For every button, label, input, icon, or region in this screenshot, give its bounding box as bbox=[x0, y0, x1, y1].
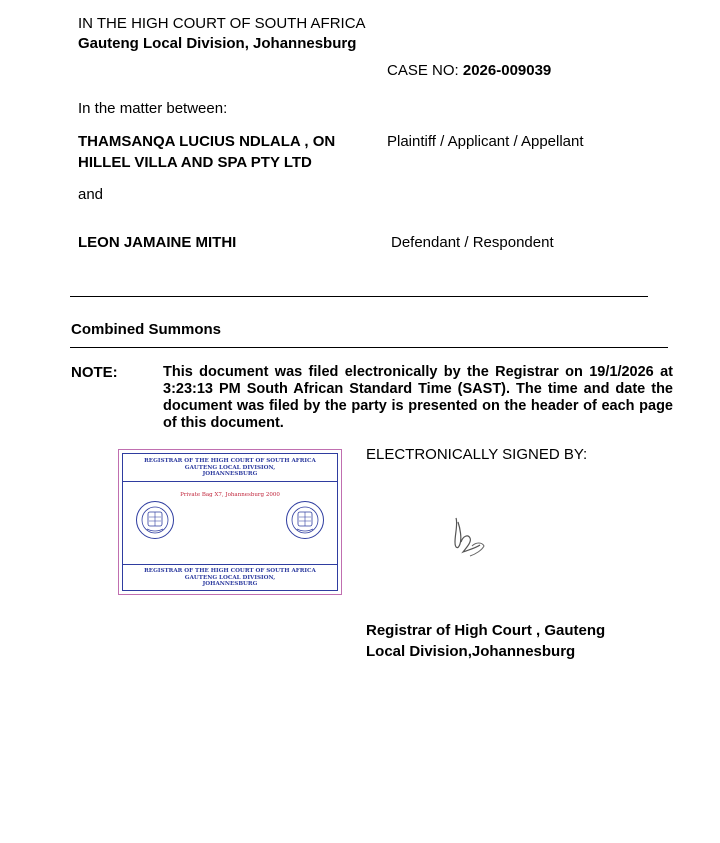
court-division: Gauteng Local Division, Johannesburg bbox=[78, 35, 357, 52]
stamp-top-line: GAUTENG LOCAL DIVISION, bbox=[184, 464, 276, 471]
stamp-address: Private Bag X7, Johannesburg 2000 bbox=[180, 492, 280, 498]
underscore-rule bbox=[70, 296, 648, 297]
court-name: IN THE HIGH COURT OF SOUTH AFRICA bbox=[78, 15, 366, 32]
stamp-divider-top bbox=[123, 481, 337, 482]
stamp-bottom-line: REGISTRAR OF THE HIGH COURT OF SOUTH AFRICA bbox=[144, 568, 316, 574]
matter-intro: In the matter between: bbox=[78, 100, 228, 117]
stamp-divider-bottom bbox=[123, 564, 337, 565]
signature-label: ELECTRONICALLY SIGNED BY: bbox=[366, 446, 588, 463]
note-label: NOTE: bbox=[71, 364, 118, 381]
plaintiff-name-line1: THAMSANQA LUCIUS NDLALA , ON bbox=[78, 133, 336, 150]
handwritten-signature-icon bbox=[446, 512, 490, 562]
stamp-top-line: JOHANNESBURG bbox=[202, 471, 258, 477]
document-type-rule bbox=[70, 347, 668, 348]
stamp-bottom-line: GAUTENG LOCAL DIVISION, bbox=[184, 574, 276, 581]
case-number-label: CASE NO: bbox=[387, 62, 463, 79]
note-text: This document was filed electronically by the Registrar on 19/1/2026 at 3:23:13 PM South African Standard Time (SAST). The time and date the document was filed by the party is presented on the header of each page of this document. bbox=[163, 364, 673, 431]
registrar-stamp bbox=[118, 449, 342, 595]
stamp-frame bbox=[122, 453, 338, 591]
stamp-top-text bbox=[123, 458, 337, 478]
defendant-role: Defendant / Respondent bbox=[391, 234, 554, 251]
stamp-top-line: REGISTRAR OF THE HIGH COURT OF SOUTH AFRICA bbox=[144, 458, 316, 464]
case-number bbox=[387, 62, 551, 80]
plaintiff-name-line2: HILLEL VILLA AND SPA PTY LTD bbox=[78, 154, 312, 171]
signer-line1: Registrar of High Court , Gauteng bbox=[366, 622, 606, 639]
defendant-name: LEON JAMAINE MITHI bbox=[78, 234, 237, 251]
court-seal-icon bbox=[285, 500, 325, 540]
court-seal-icon bbox=[135, 500, 175, 540]
stamp-bottom-text bbox=[123, 568, 337, 588]
plaintiff-role: Plaintiff / Applicant / Appellant bbox=[387, 133, 584, 150]
stamp-bottom-line: JOHANNESBURG bbox=[202, 581, 258, 587]
signer-line2: Local Division,Johannesburg bbox=[366, 643, 576, 660]
case-number-value: 2026-009039 bbox=[462, 62, 552, 79]
document-type: Combined Summons bbox=[71, 321, 222, 338]
and-separator: and bbox=[78, 186, 104, 203]
